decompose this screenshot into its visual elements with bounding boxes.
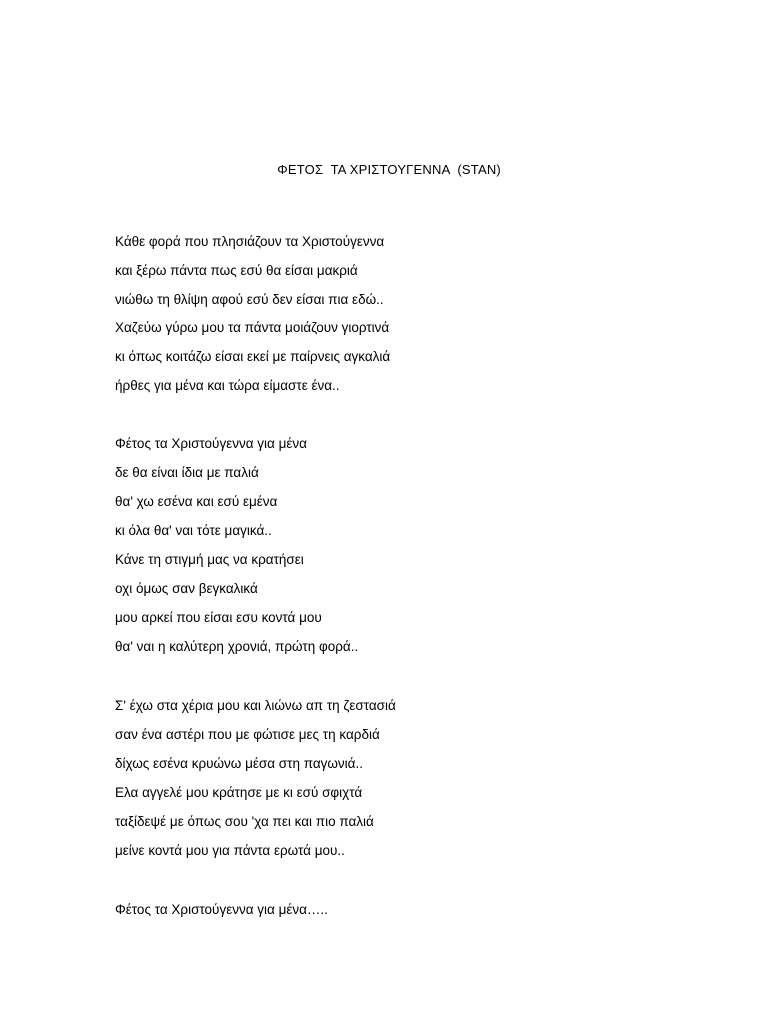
stanza-2-line-8: θα' ναι η καλύτερη χρονιά, πρώτη φορά.. [115,639,359,654]
stanza-3-line-5: ταξίδεψέ με όπως σου 'χα πει και πιο παλιά [115,814,374,829]
stanza-2-line-2: δε θα είναι ίδια με παλιά [115,465,259,480]
stanza-2-line-6: οχι όμως σαν βεγκαλικά [115,581,258,596]
stanza-3-line-3: δίχως εσένα κρυώνω μέσα στη παγωνιά.. [115,756,363,771]
stanza-2-line-5: Κάνε τη στιγμή μας να κρατήσει [115,552,304,567]
stanza-3-line-2: σαν ένα αστέρι που με φώτισε μες τη καρδιά [115,727,380,742]
stanza-1-line-1: Κάθε φορά που πλησιάζουν τα Χριστούγεννα [115,234,385,249]
stanza-1-line-5: κι όπως κοιτάζω είσαι εκεί με παίρνεις αγκαλιά [115,349,391,364]
poem-title: ΦΕΤΟΣ ΤΑ ΧΡΙΣΤΟΥΓΕΝΝΑ (STAN) [277,162,501,177]
stanza-3-line-6: μείνε κοντά μου για πάντα ερωτά μου.. [115,843,345,858]
stanza-1-line-4: Χαζεύω γύρω μου τα πάντα μοιάζουν γιορτινά [115,320,390,335]
stanza-4-line-1: Φέτος τα Χριστούγεννα για μένα….. [115,902,328,917]
stanza-3-line-1: Σ' έχω στα χέρια μου και λιώνω απ τη ζεστασιά [115,698,396,713]
stanza-2-line-4: κι όλα θα' ναι τότε μαγικά.. [115,523,272,538]
stanza-3-line-4: Ελα αγγελέ μου κράτησε με κι εσύ σφιχτά [115,785,363,800]
stanza-2-line-7: μου αρκεί που είσαι εσυ κοντά μου [115,610,322,625]
stanza-1-line-3: νιώθω τη θλίψη αφού εσύ δεν είσαι πια εδώ.. [115,292,384,307]
stanza-2-line-3: θα' χω εσένα και εσύ εμένα [115,494,278,509]
stanza-1-line-2: και ξέρω πάντα πως εσύ θα είσαι μακριά [115,263,358,278]
stanza-1-line-6: ήρθες για μένα και τώρα είμαστε ένα.. [115,378,340,393]
stanza-2-line-1: Φέτος τα Χριστούγεννα για μένα [115,436,307,451]
poem-title-row [0,147,768,192]
